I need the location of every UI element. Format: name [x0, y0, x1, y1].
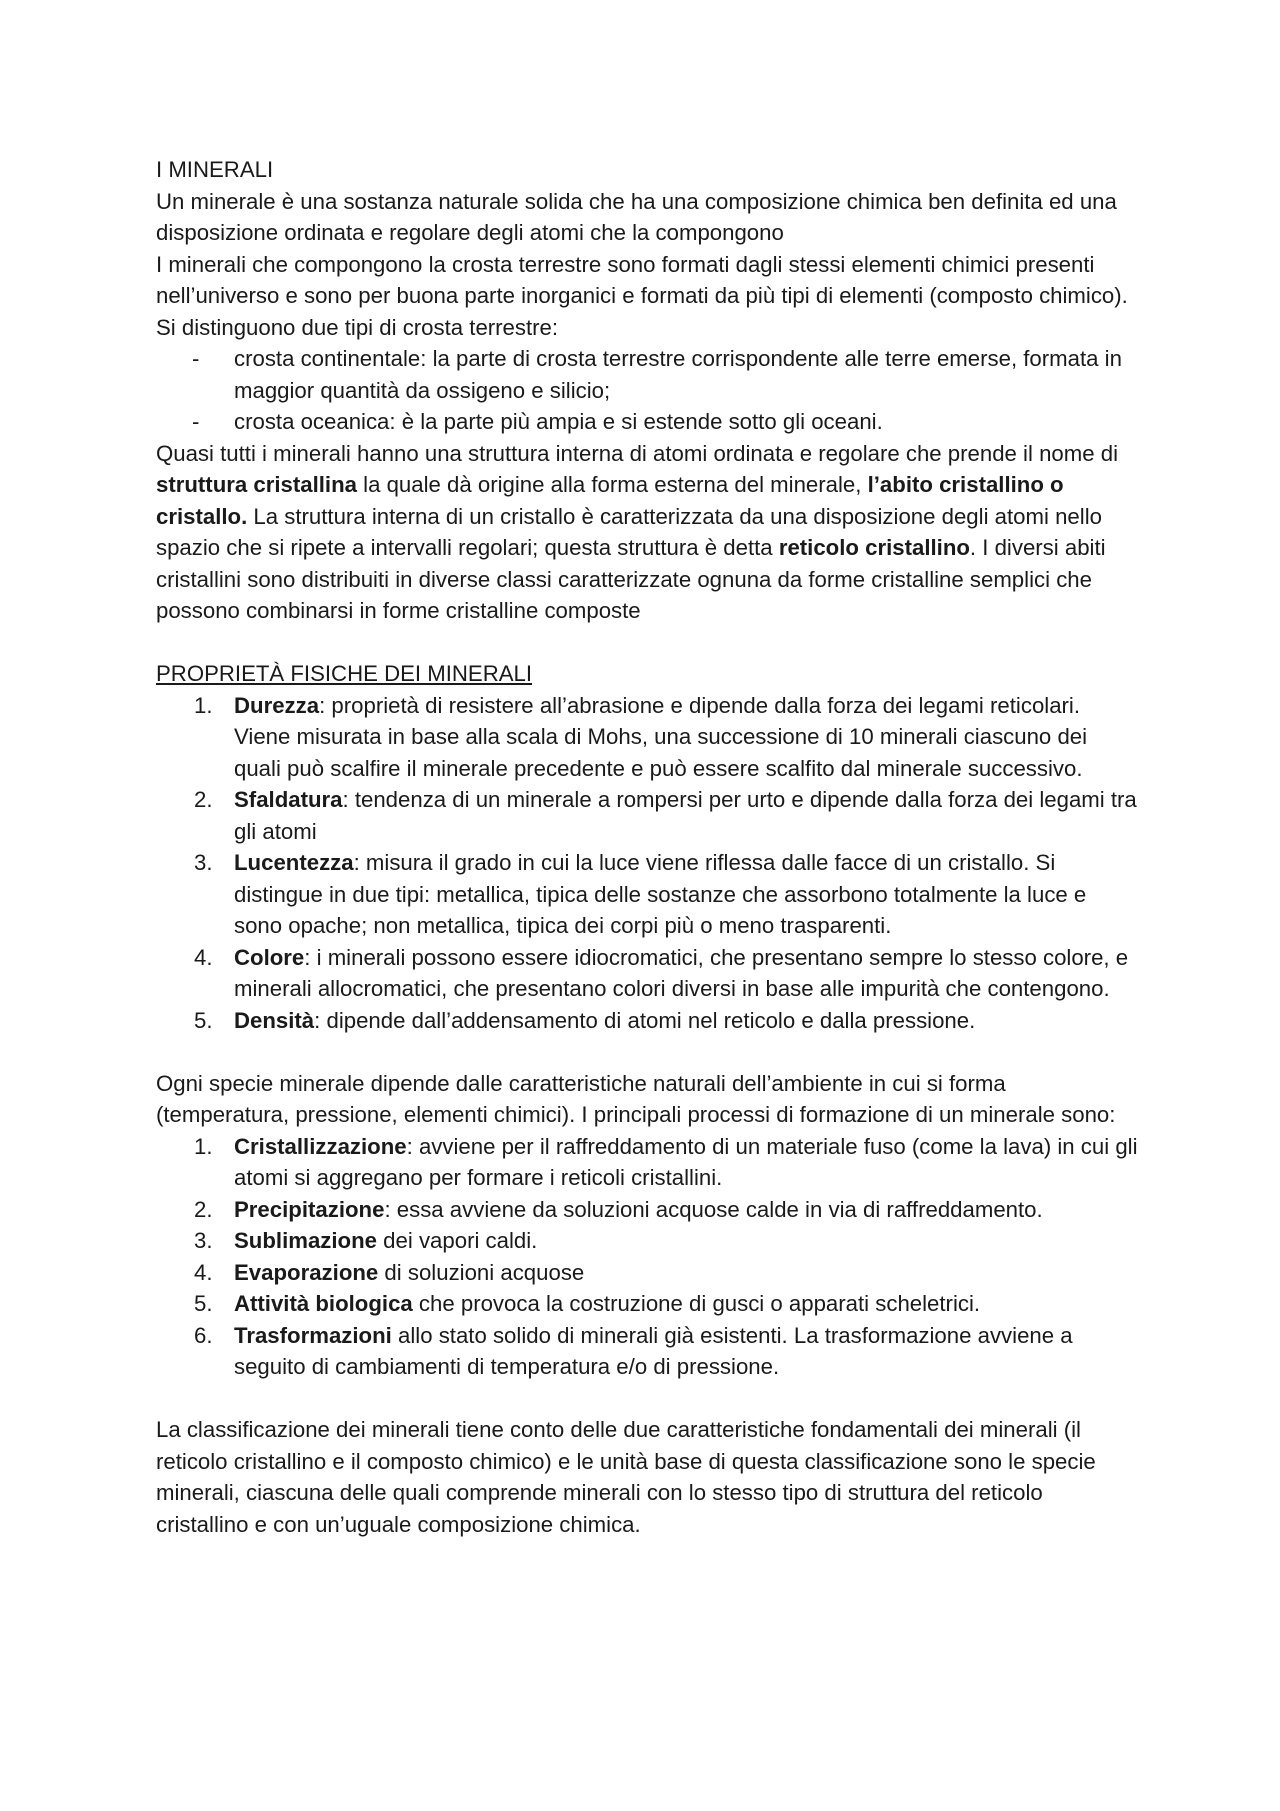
list-item-text: crosta continentale: la parte di crosta terrestre corrispondente alle terre emerse, formata in maggior quantità da ossigeno e silicio;: [234, 346, 1122, 403]
spacer: [156, 1383, 1140, 1415]
list-item-term: Cristallizzazione: [234, 1133, 407, 1159]
list-item-term: Evaporazione: [234, 1259, 379, 1285]
structure-term-1: struttura cristallina: [156, 472, 357, 497]
list-marker: 1.: [194, 1133, 213, 1159]
intro-paragraph-1: Un minerale è una sostanza naturale solida che ha una composizione chimica ben definita ed una disposizione ordinata e regolare degli atomi che la compongono: [156, 188, 1117, 245]
list-item-text: di soluzioni acquose: [378, 1259, 585, 1285]
list-marker: 2.: [194, 787, 213, 812]
list-marker: 6.: [194, 1322, 213, 1348]
list-marker: -: [192, 409, 200, 434]
list-marker: 3.: [194, 850, 213, 875]
list-marker: -: [192, 346, 200, 371]
list-item: [194, 1257, 1140, 1289]
list-item: [194, 1005, 1140, 1037]
structure-text-2: la quale dà origine alla forma esterna del minerale,: [356, 472, 868, 497]
list-item: [194, 1288, 1140, 1320]
list-marker: 3.: [194, 1228, 213, 1253]
list-item-term: Precipitazione: [234, 1196, 385, 1222]
list-item: [194, 1194, 1140, 1226]
document-title: I MINERALI: [156, 157, 274, 182]
crust-types-list: [156, 343, 1140, 438]
list-marker: 5.: [194, 1291, 213, 1316]
intro-paragraph-2: I minerali che compongono la crosta terrestre sono formati dagli stessi elementi chimici presenti nell’universo e sono per buona parte inorganici e formati da più tipi di elementi (composto chimico). Si distinguono due tipi di crosta terrestre:: [156, 251, 1128, 340]
list-item-text: allo stato solido di minerali già esistenti. La trasformazione avviene a seguito di cambiamenti di temperatura e/o di pressione.: [234, 1322, 1073, 1379]
list-item-text: : avviene per il raffreddamento di un materiale fuso (come la lava) in cui gli atomi si aggregano per formare i reticoli cristallini.: [234, 1133, 1138, 1190]
properties-heading: PROPRIETÀ FISICHE DEI MINERALI: [156, 661, 533, 686]
list-item-term: Attività biologica: [234, 1291, 413, 1316]
structure-paragraph: [156, 438, 1140, 627]
list-item-text: che provoca la costruzione di gusci o apparati scheletrici.: [412, 1291, 981, 1316]
list-item: [192, 406, 1140, 438]
classification-paragraph: La classificazione dei minerali tiene conto delle due caratteristiche fondamentali dei minerali (il reticolo cristallino e il composto chimico) e le unità base di questa classificazione sono le specie minerali, ciascuna delle quali comprende minerali con lo stesso tipo di struttura del reticolo cristallino e con un’uguale composizione chimica.: [156, 1417, 1096, 1537]
list-marker: 5.: [194, 1007, 213, 1033]
list-item: [194, 1320, 1140, 1383]
structure-text-1: Quasi tutti i minerali hanno una struttura interna di atomi ordinata e regolare che prende il nome di: [156, 440, 1119, 466]
spacer: [156, 627, 1140, 659]
properties-list: [156, 690, 1140, 1037]
list-item-term: Sfaldatura: [234, 787, 343, 812]
list-item: [194, 847, 1140, 942]
formation-list: [156, 1131, 1140, 1383]
list-item-term: Trasformazioni: [234, 1322, 392, 1348]
list-item: [192, 343, 1140, 406]
list-item: [194, 690, 1140, 785]
list-item-text: : tendenza di un minerale a rompersi per urto e dipende dalla forza dei legami tra gli atomi: [234, 787, 1137, 844]
list-item-text: : essa avviene da soluzioni acquose calde in via di raffreddamento.: [384, 1196, 1043, 1222]
structure-term-2: l’abito cristallino o cristallo.: [156, 472, 1064, 529]
list-item-text: : proprietà di resistere all’abrasione e dipende dalla forza dei legami reticolari. Viene misurata in base alla scala di Mohs, una successione di 10 minerali ciascuno dei quali può scalfire il minerale precedente e può essere scalfito dal minerale successivo.: [234, 692, 1088, 781]
list-marker: 4.: [194, 1259, 213, 1285]
list-item-term: Durezza: [234, 692, 320, 718]
structure-text-4: . I diversi abiti cristallini sono distribuiti in diverse classi caratterizzate ognuna da forme cristalline semplici che possono combinarsi in forme cristalline composte: [156, 535, 1106, 623]
list-item: [194, 784, 1140, 847]
structure-term-3: reticolo cristallino: [778, 535, 970, 560]
list-marker: 2.: [194, 1196, 213, 1222]
list-item-term: Lucentezza: [234, 850, 354, 875]
list-item-term: Densità: [234, 1007, 315, 1033]
list-item-text: : misura il grado in cui la luce viene riflessa dalle facce di un cristallo. Si distingue in due tipi: metallica, tipica delle sostanze che assorbono totalmente la luce e sono opache; non metallica, tipica dei corpi più o meno trasparenti.: [234, 850, 1087, 938]
list-item-text: : dipende dall’addensamento di atomi nel reticolo e dalla pressione.: [314, 1007, 976, 1033]
list-item-text: dei vapori caldi.: [377, 1228, 538, 1253]
structure-text-3: La struttura interna di un cristallo è caratterizzata da una disposizione degli atomi nello spazio che si ripete a intervalli regolari; questa struttura è detta: [156, 503, 1102, 560]
list-marker: 1.: [194, 692, 213, 718]
list-item: [194, 1131, 1140, 1194]
list-item-term: Sublimazione: [234, 1228, 378, 1253]
list-item-term: Colore: [234, 944, 305, 970]
list-item-text: crosta oceanica: è la parte più ampia e si estende sotto gli oceani.: [234, 409, 883, 434]
list-marker: 4.: [194, 944, 213, 970]
list-item-text: : i minerali possono essere idiocromatici, che presentano sempre lo stesso colore, e minerali allocromatici, che presentano colori diversi in base alle impurità che contengono.: [234, 944, 1129, 1001]
formation-intro: Ogni specie minerale dipende dalle caratteristiche naturali dell’ambiente in cui si forma (temperatura, pressione, elementi chimici). I principali processi di formazione di un minerale sono:: [156, 1070, 1116, 1127]
list-item: [194, 942, 1140, 1005]
list-item: [194, 1225, 1140, 1257]
spacer: [156, 1036, 1140, 1068]
